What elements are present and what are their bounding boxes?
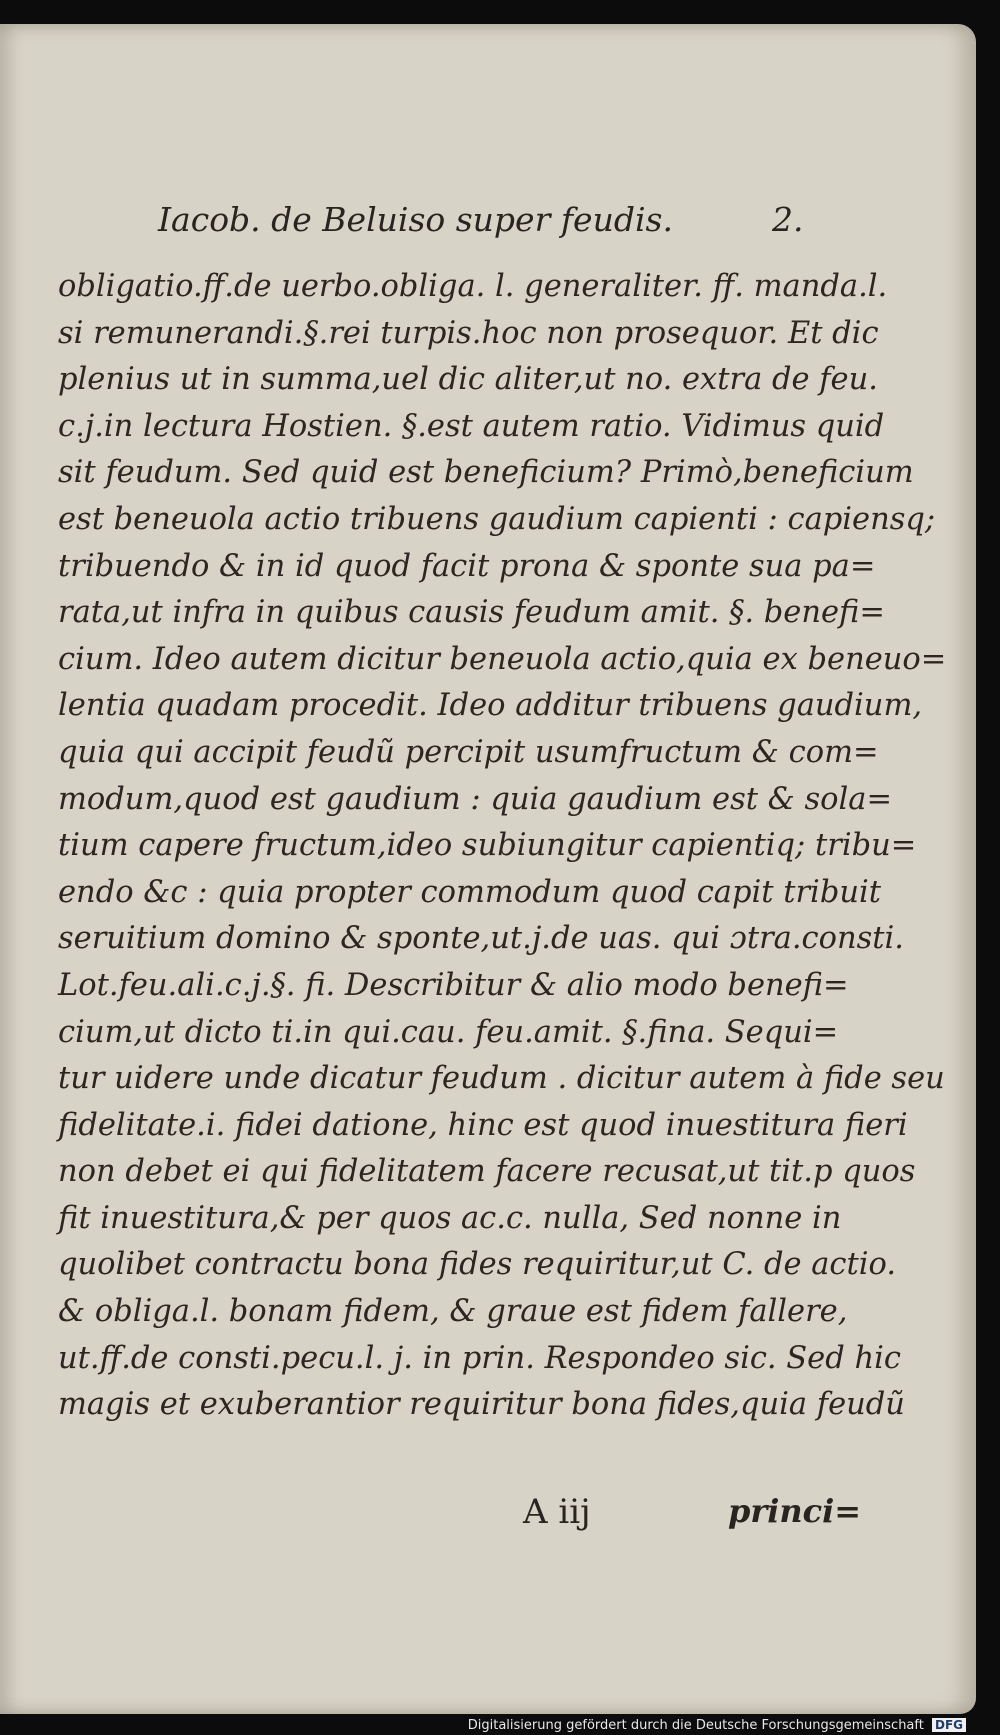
text-line: seruitium domino & sponte,ut.j.de uas. qui ɔtra.consti. (58, 921, 904, 957)
dfg-logo: DFG (932, 1718, 966, 1732)
folio-number: 2. (772, 200, 804, 239)
text-line: c.j.in lectura Hostien. §.est autem ratio. Vidimus quid (58, 408, 885, 444)
text-line: est beneuola actio tribuens gaudium capienti : capiensq; (58, 501, 936, 537)
text-line: cium,ut dicto ti.in qui.cau. feu.amit. §.fina. Sequi= (58, 1014, 839, 1050)
text-line: magis et exuberantior requiritur bona fides,quia feudũ (58, 1387, 905, 1423)
catchword: princi= (728, 1492, 862, 1530)
text-line: & obliga.l. bonam fidem, & graue est fidem fallere, (58, 1294, 848, 1330)
text-line: ut.ff.de consti.pecu.l. j. in prin. Respondeo sic. Sed hic (58, 1340, 901, 1376)
digitization-footer (468, 1718, 966, 1733)
text-line: tribuendo & in id quod facit prona & sponte sua pa= (58, 548, 876, 584)
text-line: quia qui accipit feudũ percipit usumfructum & com= (58, 734, 879, 770)
text-line: rata,ut infra in quibus causis feudum amit. §. benefi= (58, 595, 885, 631)
text-line: modum,quod est gaudium : quia gaudium est & sola= (58, 781, 893, 817)
footer-text: Digitalisierung gefördert durch die Deutsche Forschungsgemeinschaft (467, 1718, 924, 1733)
text-line: sit feudum. Sed quid est beneficium? Primò,beneficium (58, 455, 914, 491)
signature-mark: A iij (523, 1492, 591, 1532)
text-line: tur uidere unde dicatur feudum . dicitur autem à fide seu (58, 1061, 945, 1097)
text-line: tium capere fructum,ideo subiungitur capientiq; tribu= (58, 828, 917, 864)
text-line: fit inuestitura,& per quos ac.c. nulla, Sed nonne in (58, 1200, 842, 1236)
running-head: Iacob. de Beluiso super feudis. (158, 200, 673, 239)
text-line: plenius ut in summa,uel dic aliter,ut no. extra de feu. (58, 362, 878, 398)
text-line: obligatio.ff.de uerbo.obliga. l. generaliter. ff. manda.l. (58, 269, 888, 304)
text-line: fidelitate.i. fidei datione, hinc est quod inuestitura fieri (58, 1107, 908, 1143)
text-line: non debet ei qui fidelitatem facere recusat,ut tit.p quos (58, 1154, 916, 1190)
body-text (58, 264, 947, 1429)
text-line: Lot.feu.ali.c.j.§. fi. Describitur & alio modo benefi= (58, 967, 849, 1003)
text-line: quolibet contractu bona fides requiritur,ut C. de actio. (58, 1247, 897, 1283)
text-line: endo &c : quia propter commodum quod capit tribuit (58, 874, 881, 910)
text-line: lentia quadam procedit. Ideo additur tribuens gaudium, (58, 688, 923, 724)
text-line: cium. Ideo autem dicitur beneuola actio,quia ex beneuo= (58, 641, 947, 677)
text-line: si remunerandi.§.rei turpis.hoc non prosequor. Et dic (58, 315, 879, 351)
book-page (0, 24, 976, 1714)
